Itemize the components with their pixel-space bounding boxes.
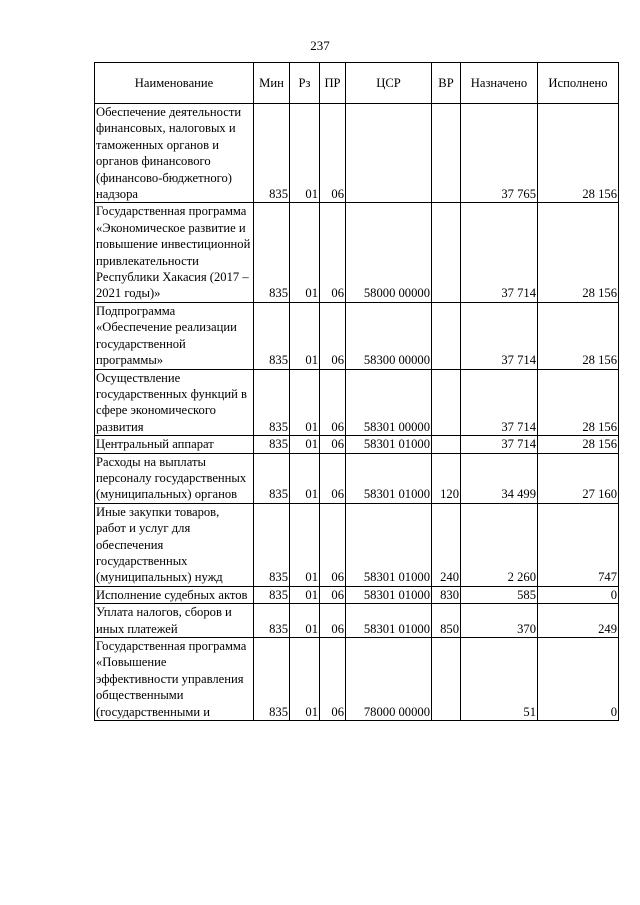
header-assigned: Назначено — [461, 63, 538, 104]
table-row — [95, 604, 619, 638]
row-csr: 58301 01000 — [346, 436, 432, 453]
row-rz: 01 — [290, 604, 320, 638]
header-min: Мин — [254, 63, 290, 104]
row-min: 835 — [254, 104, 290, 203]
row-min: 835 — [254, 586, 290, 603]
table-header-row — [95, 63, 619, 104]
row-vr — [432, 369, 461, 436]
row-assigned: 37 714 — [461, 203, 538, 302]
row-executed: 0 — [538, 638, 619, 721]
row-csr: 58301 01000 — [346, 453, 432, 503]
row-assigned: 34 499 — [461, 453, 538, 503]
table-row — [95, 586, 619, 603]
row-executed: 28 156 — [538, 436, 619, 453]
header-rz: Рз — [290, 63, 320, 104]
row-vr: 240 — [432, 503, 461, 586]
row-rz: 01 — [290, 586, 320, 603]
row-executed: 27 160 — [538, 453, 619, 503]
row-vr: 830 — [432, 586, 461, 603]
row-pr: 06 — [320, 453, 346, 503]
row-pr: 06 — [320, 369, 346, 436]
table-row — [95, 638, 619, 721]
row-vr — [432, 104, 461, 203]
row-csr: 58301 01000 — [346, 586, 432, 603]
row-csr: 58301 01000 — [346, 503, 432, 586]
row-csr: 58301 00000 — [346, 369, 432, 436]
row-pr: 06 — [320, 638, 346, 721]
row-executed: 28 156 — [538, 369, 619, 436]
row-csr: 78000 00000 — [346, 638, 432, 721]
row-min: 835 — [254, 302, 290, 369]
row-csr — [346, 104, 432, 203]
row-min: 835 — [254, 369, 290, 436]
row-executed: 0 — [538, 586, 619, 603]
table-row — [95, 369, 619, 436]
header-pr: ПР — [320, 63, 346, 104]
row-pr: 06 — [320, 203, 346, 302]
row-csr: 58300 00000 — [346, 302, 432, 369]
row-name: Осуществление государственных функций в сфере экономического развития — [95, 369, 254, 436]
row-min: 835 — [254, 453, 290, 503]
header-vr: ВР — [432, 63, 461, 104]
row-executed: 28 156 — [538, 302, 619, 369]
row-vr — [432, 638, 461, 721]
row-rz: 01 — [290, 436, 320, 453]
row-assigned: 51 — [461, 638, 538, 721]
row-min: 835 — [254, 203, 290, 302]
row-name: Обеспечение деятельности финансовых, налоговых и таможенных органов и органов финансового (финансово-бюджетного) надзора — [95, 104, 254, 203]
table-row — [95, 104, 619, 203]
table-row — [95, 503, 619, 586]
row-min: 835 — [254, 604, 290, 638]
row-assigned: 37 714 — [461, 302, 538, 369]
budget-table — [94, 62, 619, 721]
row-assigned: 37 714 — [461, 436, 538, 453]
row-vr — [432, 302, 461, 369]
row-min: 835 — [254, 436, 290, 453]
header-name: Наименование — [95, 63, 254, 104]
row-assigned: 2 260 — [461, 503, 538, 586]
row-name: Иные закупки товаров, работ и услуг для обеспечения государственных (муниципальных) нужд — [95, 503, 254, 586]
row-assigned: 370 — [461, 604, 538, 638]
row-name: Подпрограмма «Обеспечение реализации государственной программы» — [95, 302, 254, 369]
row-csr: 58000 00000 — [346, 203, 432, 302]
row-rz: 01 — [290, 453, 320, 503]
row-assigned: 585 — [461, 586, 538, 603]
row-vr: 850 — [432, 604, 461, 638]
row-name: Уплата налогов, сборов и иных платежей — [95, 604, 254, 638]
row-pr: 06 — [320, 302, 346, 369]
row-executed: 28 156 — [538, 203, 619, 302]
row-pr: 06 — [320, 604, 346, 638]
table-row — [95, 453, 619, 503]
row-csr: 58301 01000 — [346, 604, 432, 638]
row-name: Исполнение судебных актов — [95, 586, 254, 603]
row-assigned: 37 765 — [461, 104, 538, 203]
row-rz: 01 — [290, 503, 320, 586]
row-rz: 01 — [290, 302, 320, 369]
row-name: Расходы на выплаты персоналу государственных (муниципальных) органов — [95, 453, 254, 503]
row-rz: 01 — [290, 369, 320, 436]
row-vr — [432, 203, 461, 302]
row-executed: 747 — [538, 503, 619, 586]
header-executed: Исполнено — [538, 63, 619, 104]
row-pr: 06 — [320, 436, 346, 453]
row-name: Государственная программа «Экономическое развитие и повышение инвестиционной привлекательности Республики Хакасия (2017 – 2021 годы)» — [95, 203, 254, 302]
table-row — [95, 436, 619, 453]
table-row — [95, 302, 619, 369]
row-pr: 06 — [320, 503, 346, 586]
row-vr — [432, 436, 461, 453]
row-name: Государственная программа «Повышение эффективности управления общественными (государственными и — [95, 638, 254, 721]
row-min: 835 — [254, 503, 290, 586]
row-rz: 01 — [290, 203, 320, 302]
table-row — [95, 203, 619, 302]
row-pr: 06 — [320, 586, 346, 603]
row-pr: 06 — [320, 104, 346, 203]
header-csr: ЦСР — [346, 63, 432, 104]
row-name: Центральный аппарат — [95, 436, 254, 453]
row-rz: 01 — [290, 104, 320, 203]
row-min: 835 — [254, 638, 290, 721]
page-number: 237 — [310, 38, 330, 53]
row-executed: 28 156 — [538, 104, 619, 203]
row-executed: 249 — [538, 604, 619, 638]
row-vr: 120 — [432, 453, 461, 503]
row-assigned: 37 714 — [461, 369, 538, 436]
row-rz: 01 — [290, 638, 320, 721]
